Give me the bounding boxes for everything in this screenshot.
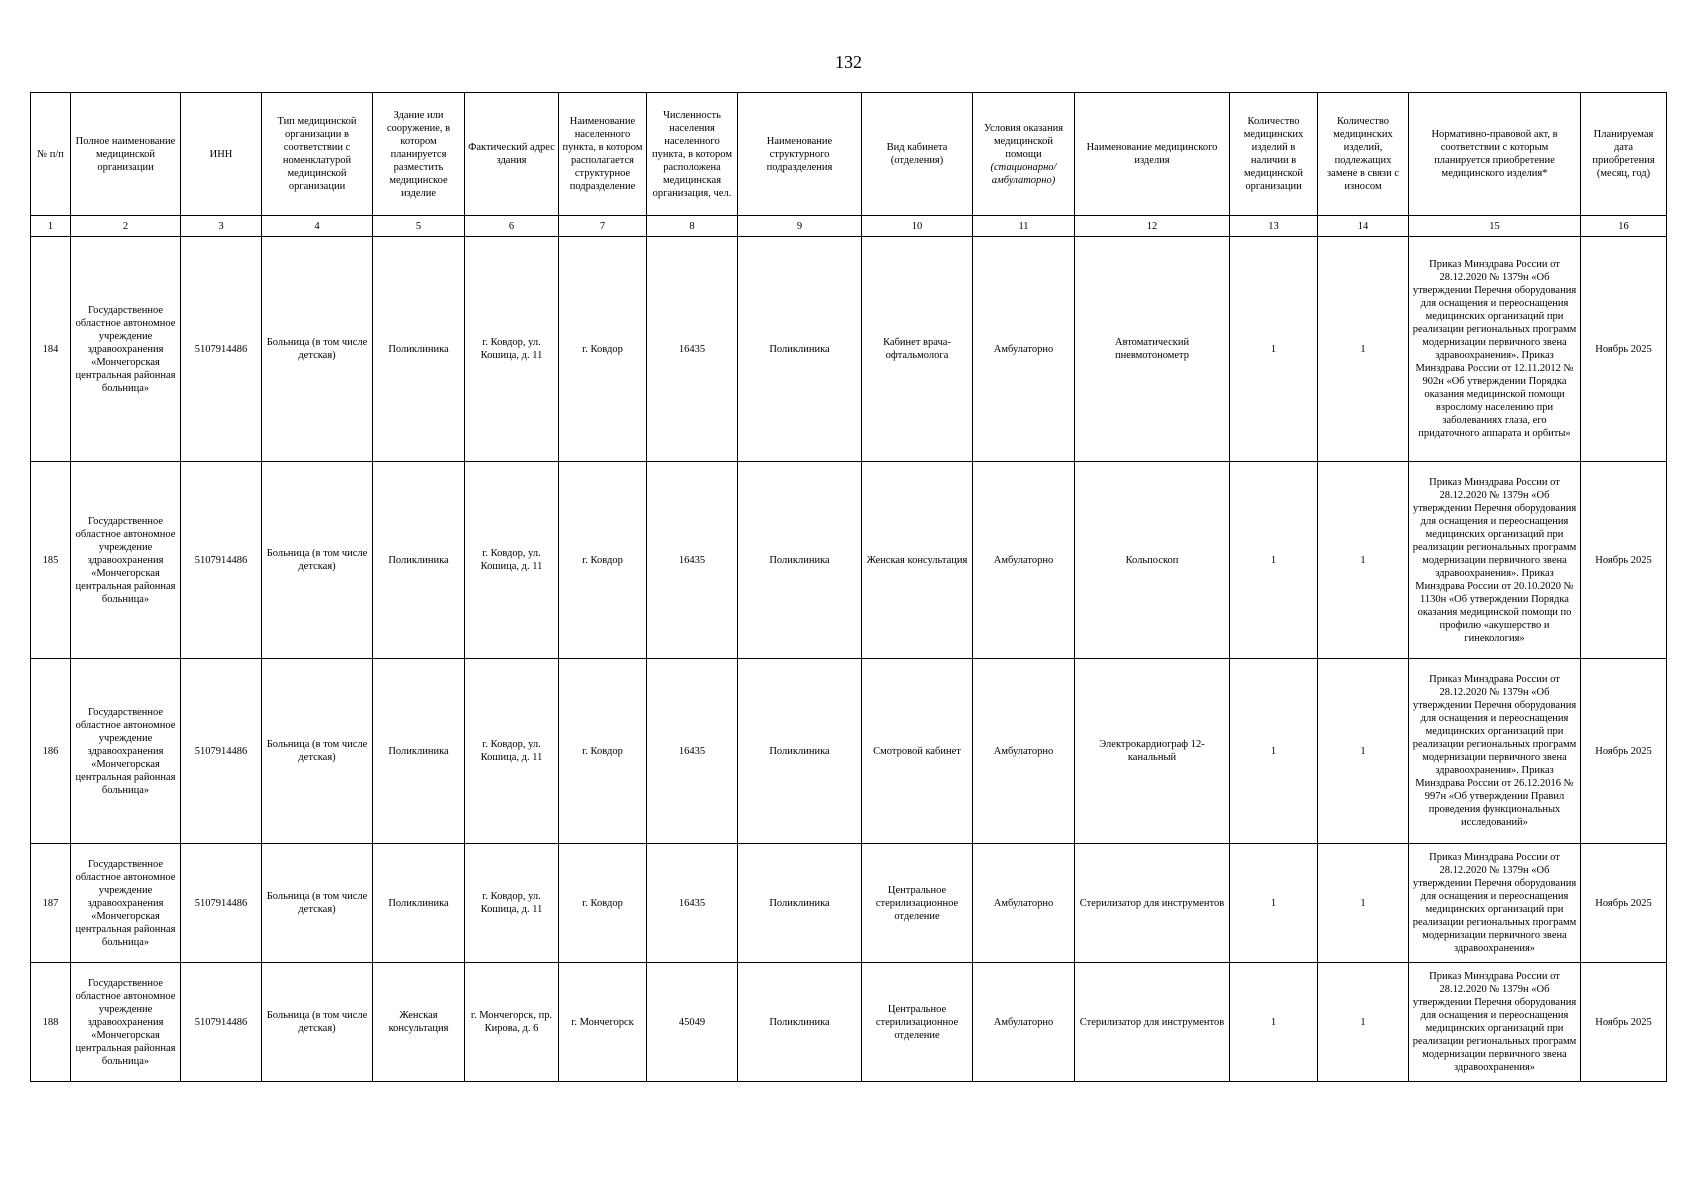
cell-date: Ноябрь 2025 xyxy=(1581,237,1667,462)
cell-organization: Государственное областное автономное учреждение здравоохранения «Мончегорская центральная районная больница» xyxy=(71,237,181,462)
column-number: 13 xyxy=(1230,216,1318,237)
cell-number: 188 xyxy=(31,963,71,1082)
cell-unit: Поликлиника xyxy=(738,844,862,963)
cell-cabinet: Центральное стерилизационное отделение xyxy=(862,963,973,1082)
column-number: 7 xyxy=(559,216,647,237)
cell-device: Кольпоскоп xyxy=(1075,462,1230,659)
cell-address: г. Мончегорск, пр. Кирова, д. 6 xyxy=(465,963,559,1082)
table-row xyxy=(31,237,1667,462)
cell-population: 16435 xyxy=(647,462,738,659)
column-header: Здание или сооружение, в котором планируется разместить медицинское изделие xyxy=(373,93,465,216)
cell-population: 45049 xyxy=(647,963,738,1082)
column-number: 9 xyxy=(738,216,862,237)
column-header: Наименование населенного пункта, в котором располагается структурное подразделение xyxy=(559,93,647,216)
cell-locality: г. Ковдор xyxy=(559,659,647,844)
cell-inn: 5107914486 xyxy=(181,462,262,659)
cell-building: Женская консультация xyxy=(373,963,465,1082)
cell-legal-act: Приказ Минздрава России от 28.12.2020 № 1379н «Об утверждении Перечня оборудования для оснащения и переоснащения медицинских организаций при реализации региональных программ модернизации первичного звена здравоохранения» xyxy=(1409,844,1581,963)
cell-cabinet: Центральное стерилизационное отделение xyxy=(862,844,973,963)
column-header: Количество медицинских изделий, подлежащих замене в связи с износом xyxy=(1318,93,1409,216)
column-number: 2 xyxy=(71,216,181,237)
cell-population: 16435 xyxy=(647,659,738,844)
cell-building: Поликлиника xyxy=(373,659,465,844)
cell-qty-have: 1 xyxy=(1230,963,1318,1082)
cell-organization: Государственное областное автономное учреждение здравоохранения «Мончегорская центральная районная больница» xyxy=(71,462,181,659)
cell-address: г. Ковдор, ул. Кошица, д. 11 xyxy=(465,237,559,462)
cell-org-type: Больница (в том числе детская) xyxy=(262,659,373,844)
column-header: Планируемая дата приобретения (месяц, год) xyxy=(1581,93,1667,216)
column-header: Количество медицинских изделий в наличии в медицинской организации xyxy=(1230,93,1318,216)
column-number: 10 xyxy=(862,216,973,237)
cell-inn: 5107914486 xyxy=(181,659,262,844)
cell-inn: 5107914486 xyxy=(181,844,262,963)
column-number: 5 xyxy=(373,216,465,237)
column-number: 15 xyxy=(1409,216,1581,237)
column-header: ИНН xyxy=(181,93,262,216)
column-number: 1 xyxy=(31,216,71,237)
table-row xyxy=(31,659,1667,844)
cell-org-type: Больница (в том числе детская) xyxy=(262,844,373,963)
cell-cabinet: Кабинет врача-офтальмолога xyxy=(862,237,973,462)
cell-legal-act: Приказ Минздрава России от 28.12.2020 № 1379н «Об утверждении Перечня оборудования для оснащения и переоснащения медицинских организаций при реализации региональных программ модернизации первичного звена здравоохранения». Приказ Минздрава России от 26.12.2016 № 997н «Об утверждении Правил проведения функциональных исследований» xyxy=(1409,659,1581,844)
cell-organization: Государственное областное автономное учреждение здравоохранения «Мончегорская центральная районная больница» xyxy=(71,844,181,963)
equipment-table xyxy=(30,92,1667,1082)
page-number: 132 xyxy=(835,52,862,72)
cell-conditions: Амбулаторно xyxy=(973,963,1075,1082)
cell-locality: г. Мончегорск xyxy=(559,963,647,1082)
cell-date: Ноябрь 2025 xyxy=(1581,844,1667,963)
cell-qty-have: 1 xyxy=(1230,237,1318,462)
cell-date: Ноябрь 2025 xyxy=(1581,963,1667,1082)
cell-unit: Поликлиника xyxy=(738,462,862,659)
cell-number: 187 xyxy=(31,844,71,963)
cell-locality: г. Ковдор xyxy=(559,237,647,462)
cell-building: Поликлиника xyxy=(373,462,465,659)
cell-population: 16435 xyxy=(647,237,738,462)
cell-unit: Поликлиника xyxy=(738,237,862,462)
column-header: Наименование медицинского изделия xyxy=(1075,93,1230,216)
cell-date: Ноябрь 2025 xyxy=(1581,462,1667,659)
cell-number: 186 xyxy=(31,659,71,844)
column-header: Вид кабинета (отделения) xyxy=(862,93,973,216)
cell-unit: Поликлиника xyxy=(738,963,862,1082)
cell-cabinet: Смотровой кабинет xyxy=(862,659,973,844)
cell-unit: Поликлиника xyxy=(738,659,862,844)
column-header: Фактический адрес здания xyxy=(465,93,559,216)
table-row xyxy=(31,844,1667,963)
cell-qty-have: 1 xyxy=(1230,659,1318,844)
cell-device: Электрокардиограф 12-канальный xyxy=(1075,659,1230,844)
column-header: Полное наименование медицинской организации xyxy=(71,93,181,216)
cell-organization: Государственное областное автономное учреждение здравоохранения «Мончегорская центральная районная больница» xyxy=(71,659,181,844)
cell-qty-replace: 1 xyxy=(1318,963,1409,1082)
cell-locality: г. Ковдор xyxy=(559,462,647,659)
cell-organization: Государственное областное автономное учреждение здравоохранения «Мончегорская центральная районная больница» xyxy=(71,963,181,1082)
column-number: 16 xyxy=(1581,216,1667,237)
column-number: 12 xyxy=(1075,216,1230,237)
table-row xyxy=(31,462,1667,659)
cell-cabinet: Женская консультация xyxy=(862,462,973,659)
cell-conditions: Амбулаторно xyxy=(973,659,1075,844)
column-number: 3 xyxy=(181,216,262,237)
cell-date: Ноябрь 2025 xyxy=(1581,659,1667,844)
column-number: 8 xyxy=(647,216,738,237)
cell-qty-replace: 1 xyxy=(1318,462,1409,659)
column-header: Тип медицинской организации в соответствии с номенклатурой медицинской организации xyxy=(262,93,373,216)
cell-legal-act: Приказ Минздрава России от 28.12.2020 № 1379н «Об утверждении Перечня оборудования для оснащения и переоснащения медицинских организаций при реализации региональных программ модернизации первичного звена здравоохранения». Приказ Минздрава России от 12.11.2012 № 902н «Об утверждении Порядка оказания медицинской помощи взрослому населению при заболеваниях глаза, его придаточного аппарата и орбиты» xyxy=(1409,237,1581,462)
cell-legal-act: Приказ Минздрава России от 28.12.2020 № 1379н «Об утверждении Перечня оборудования для оснащения и переоснащения медицинских организаций при реализации региональных программ модернизации первичного звена здравоохранения» xyxy=(1409,963,1581,1082)
cell-device: Автоматический пневмотонометр xyxy=(1075,237,1230,462)
cell-device: Стерилизатор для инструментов xyxy=(1075,844,1230,963)
column-header-conditions xyxy=(973,93,1075,216)
cell-inn: 5107914486 xyxy=(181,237,262,462)
cell-address: г. Ковдор, ул. Кошица, д. 11 xyxy=(465,659,559,844)
column-header: № п/п xyxy=(31,93,71,216)
cell-conditions: Амбулаторно xyxy=(973,237,1075,462)
cell-locality: г. Ковдор xyxy=(559,844,647,963)
column-header: Наименование структурного подразделения xyxy=(738,93,862,216)
cell-org-type: Больница (в том числе детская) xyxy=(262,462,373,659)
cell-org-type: Больница (в том числе детская) xyxy=(262,237,373,462)
cell-inn: 5107914486 xyxy=(181,963,262,1082)
cell-address: г. Ковдор, ул. Кошица, д. 11 xyxy=(465,462,559,659)
header-row xyxy=(31,93,1667,216)
column-header: Численность населения населенного пункта, в котором расположена медицинская организация, чел. xyxy=(647,93,738,216)
cell-building: Поликлиника xyxy=(373,237,465,462)
cell-legal-act: Приказ Минздрава России от 28.12.2020 № 1379н «Об утверждении Перечня оборудования для оснащения и переоснащения медицинских организаций при реализации региональных программ модернизации первичного звена здравоохранения». Приказ Минздрава России от 20.10.2020 № 1130н «Об утверждении Порядка оказания медицинской помощи по профилю «акушерство и гинекология» xyxy=(1409,462,1581,659)
cell-population: 16435 xyxy=(647,844,738,963)
column-number: 4 xyxy=(262,216,373,237)
column-number: 11 xyxy=(973,216,1075,237)
cell-number: 184 xyxy=(31,237,71,462)
cell-number: 185 xyxy=(31,462,71,659)
cell-conditions: Амбулаторно xyxy=(973,844,1075,963)
cell-address: г. Ковдор, ул. Кошица, д. 11 xyxy=(465,844,559,963)
cell-building: Поликлиника xyxy=(373,844,465,963)
column-number: 6 xyxy=(465,216,559,237)
column-header-italic-note: (стационарно/ амбулаторно) xyxy=(990,161,1057,186)
cell-qty-replace: 1 xyxy=(1318,844,1409,963)
cell-qty-have: 1 xyxy=(1230,462,1318,659)
cell-qty-replace: 1 xyxy=(1318,237,1409,462)
cell-org-type: Больница (в том числе детская) xyxy=(262,963,373,1082)
cell-device: Стерилизатор для инструментов xyxy=(1075,963,1230,1082)
table-row xyxy=(31,963,1667,1082)
cell-qty-replace: 1 xyxy=(1318,659,1409,844)
cell-conditions: Амбулаторно xyxy=(973,462,1075,659)
column-number: 14 xyxy=(1318,216,1409,237)
column-number-row xyxy=(31,216,1667,237)
cell-qty-have: 1 xyxy=(1230,844,1318,963)
column-header: Нормативно-правовой акт, в соответствии с которым планируется приобретение медицинского изделия* xyxy=(1409,93,1581,216)
column-header-text: Условия оказания медицинской помощи xyxy=(983,122,1064,160)
